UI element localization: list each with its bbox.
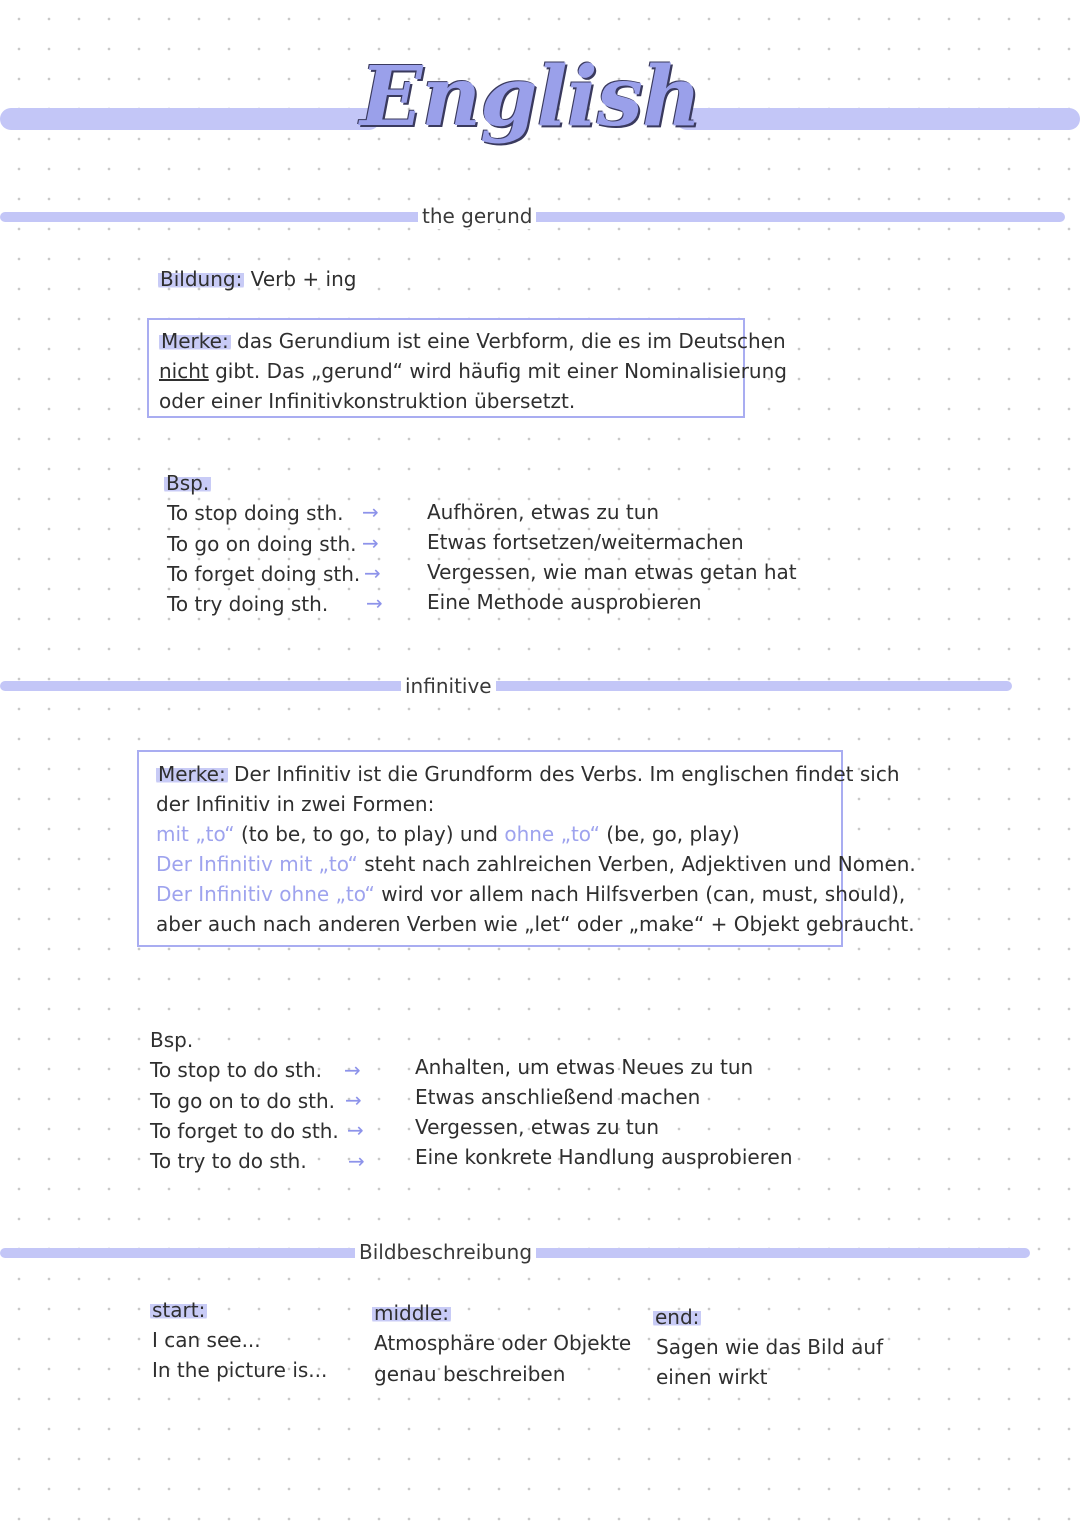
middle-line-1: Atmosphäre oder Objekte bbox=[374, 1331, 632, 1355]
note-label: Merke: bbox=[158, 762, 226, 786]
gerund-note-box bbox=[147, 318, 787, 418]
arrow-icon: → bbox=[344, 1058, 361, 1082]
end-label bbox=[653, 1302, 701, 1332]
note-text: gibt. Das „gerund“ wird häufig mit einer Nominalisierung bbox=[208, 359, 787, 383]
infinitive-examples-label: Bsp. bbox=[150, 1028, 194, 1052]
middle-label bbox=[372, 1298, 451, 1328]
highlight-term: Der Infinitiv mit „to“ bbox=[156, 852, 358, 876]
infinitive-note-line-2: der Infinitiv in zwei Formen: bbox=[156, 792, 435, 816]
note-text: Der Infinitiv ist die Grundform des Verbs. Im englischen findet sich bbox=[227, 762, 900, 786]
start-line-2: In the picture is... bbox=[152, 1358, 328, 1382]
infinitive-divider bbox=[0, 681, 1012, 691]
gerund-example-en-2: To go on doing sth. bbox=[167, 532, 357, 556]
infinitive-note-line-6: aber auch nach anderen Verben wie „let“ oder „make“ + Objekt gebraucht. bbox=[156, 912, 915, 936]
arrow-icon: → bbox=[362, 500, 379, 524]
infinitive-note-box bbox=[137, 750, 916, 947]
gerund-examples-label bbox=[164, 468, 211, 498]
note-text: das Gerundium ist eine Verbform, die es im Deutschen bbox=[230, 329, 786, 353]
infinitive-note-line-3 bbox=[156, 819, 841, 849]
infinitive-example-en-3: To forget to do sth. bbox=[150, 1119, 339, 1143]
formation-label: Bildung: bbox=[160, 267, 243, 291]
note-underlined-word: nicht bbox=[159, 359, 209, 383]
gerund-example-de-2: Etwas fortsetzen/weitermachen bbox=[427, 530, 744, 554]
highlight-term: Der Infinitiv ohne „to“ bbox=[156, 882, 375, 906]
infinitive-example-en-1: To stop to do sth. bbox=[150, 1058, 322, 1082]
note-text: (be, go, play) bbox=[599, 822, 740, 846]
title-bar-right bbox=[676, 108, 1080, 130]
arrow-icon: → bbox=[366, 591, 383, 615]
infinitive-note-line-4 bbox=[156, 849, 916, 879]
infinitive-example-de-4: Eine konkrete Handlung ausprobieren bbox=[415, 1145, 793, 1169]
highlight-term: mit „to“ bbox=[156, 822, 235, 846]
gerund-example-en-1: To stop doing sth. bbox=[167, 501, 344, 525]
end-line-2: einen wirkt bbox=[656, 1365, 768, 1389]
note-label: Merke: bbox=[161, 329, 229, 353]
infinitive-example-de-3: Vergessen, etwas zu tun bbox=[415, 1115, 660, 1139]
gerund-example-de-4: Eine Methode ausprobieren bbox=[427, 590, 702, 614]
column-label: end: bbox=[655, 1305, 700, 1329]
gerund-note-line-2 bbox=[159, 356, 787, 386]
start-line-1: I can see... bbox=[152, 1328, 261, 1352]
note-text: wird vor allem nach Hilfsverben (can, must, should), bbox=[374, 882, 906, 906]
examples-label: Bsp. bbox=[166, 471, 210, 495]
section-title-description: Bildbeschreibung bbox=[355, 1239, 536, 1265]
title-bar-left bbox=[0, 108, 380, 130]
section-title-infinitive: infinitive bbox=[401, 673, 496, 699]
infinitive-example-en-2: To go on to do sth. bbox=[150, 1089, 335, 1113]
infinitive-note-line-1 bbox=[156, 759, 900, 789]
note-text: steht nach zahlreichen Verben, Adjektiven und Nomen. bbox=[357, 852, 916, 876]
gerund-note-line-3: oder einer Infinitivkonstruktion übersetzt. bbox=[159, 389, 576, 413]
highlight-term: ohne „to“ bbox=[504, 822, 600, 846]
infinitive-example-de-1: Anhalten, um etwas Neues zu tun bbox=[415, 1055, 754, 1079]
infinitive-example-de-2: Etwas anschließend machen bbox=[415, 1085, 701, 1109]
start-label bbox=[150, 1295, 207, 1325]
gerund-note-line-1 bbox=[159, 326, 786, 356]
infinitive-example-en-4: To try to do sth. bbox=[150, 1149, 307, 1173]
middle-line-2: genau beschreiben bbox=[374, 1362, 566, 1386]
section-title-gerund: the gerund bbox=[418, 203, 536, 229]
column-label: start: bbox=[152, 1298, 206, 1322]
arrow-icon: → bbox=[348, 1149, 365, 1173]
gerund-example-de-3: Vergessen, wie man etwas getan hat bbox=[427, 560, 797, 584]
end-line-1: Sagen wie das Bild auf bbox=[656, 1335, 884, 1359]
page-title: English bbox=[360, 49, 701, 145]
gerund-example-en-3: To forget doing sth. bbox=[167, 562, 361, 586]
arrow-icon: → bbox=[362, 531, 379, 555]
formation-text: Verb + ing bbox=[244, 267, 357, 291]
gerund-example-de-1: Aufhören, etwas zu tun bbox=[427, 500, 660, 524]
arrow-icon: → bbox=[347, 1118, 364, 1142]
column-label: middle: bbox=[374, 1301, 450, 1325]
arrow-icon: → bbox=[345, 1088, 362, 1112]
arrow-icon: → bbox=[364, 561, 381, 585]
gerund-formation bbox=[158, 264, 356, 294]
note-text: (to be, to go, to play) und bbox=[234, 822, 505, 846]
gerund-example-en-4: To try doing sth. bbox=[167, 592, 329, 616]
infinitive-note-line-5 bbox=[156, 879, 906, 909]
